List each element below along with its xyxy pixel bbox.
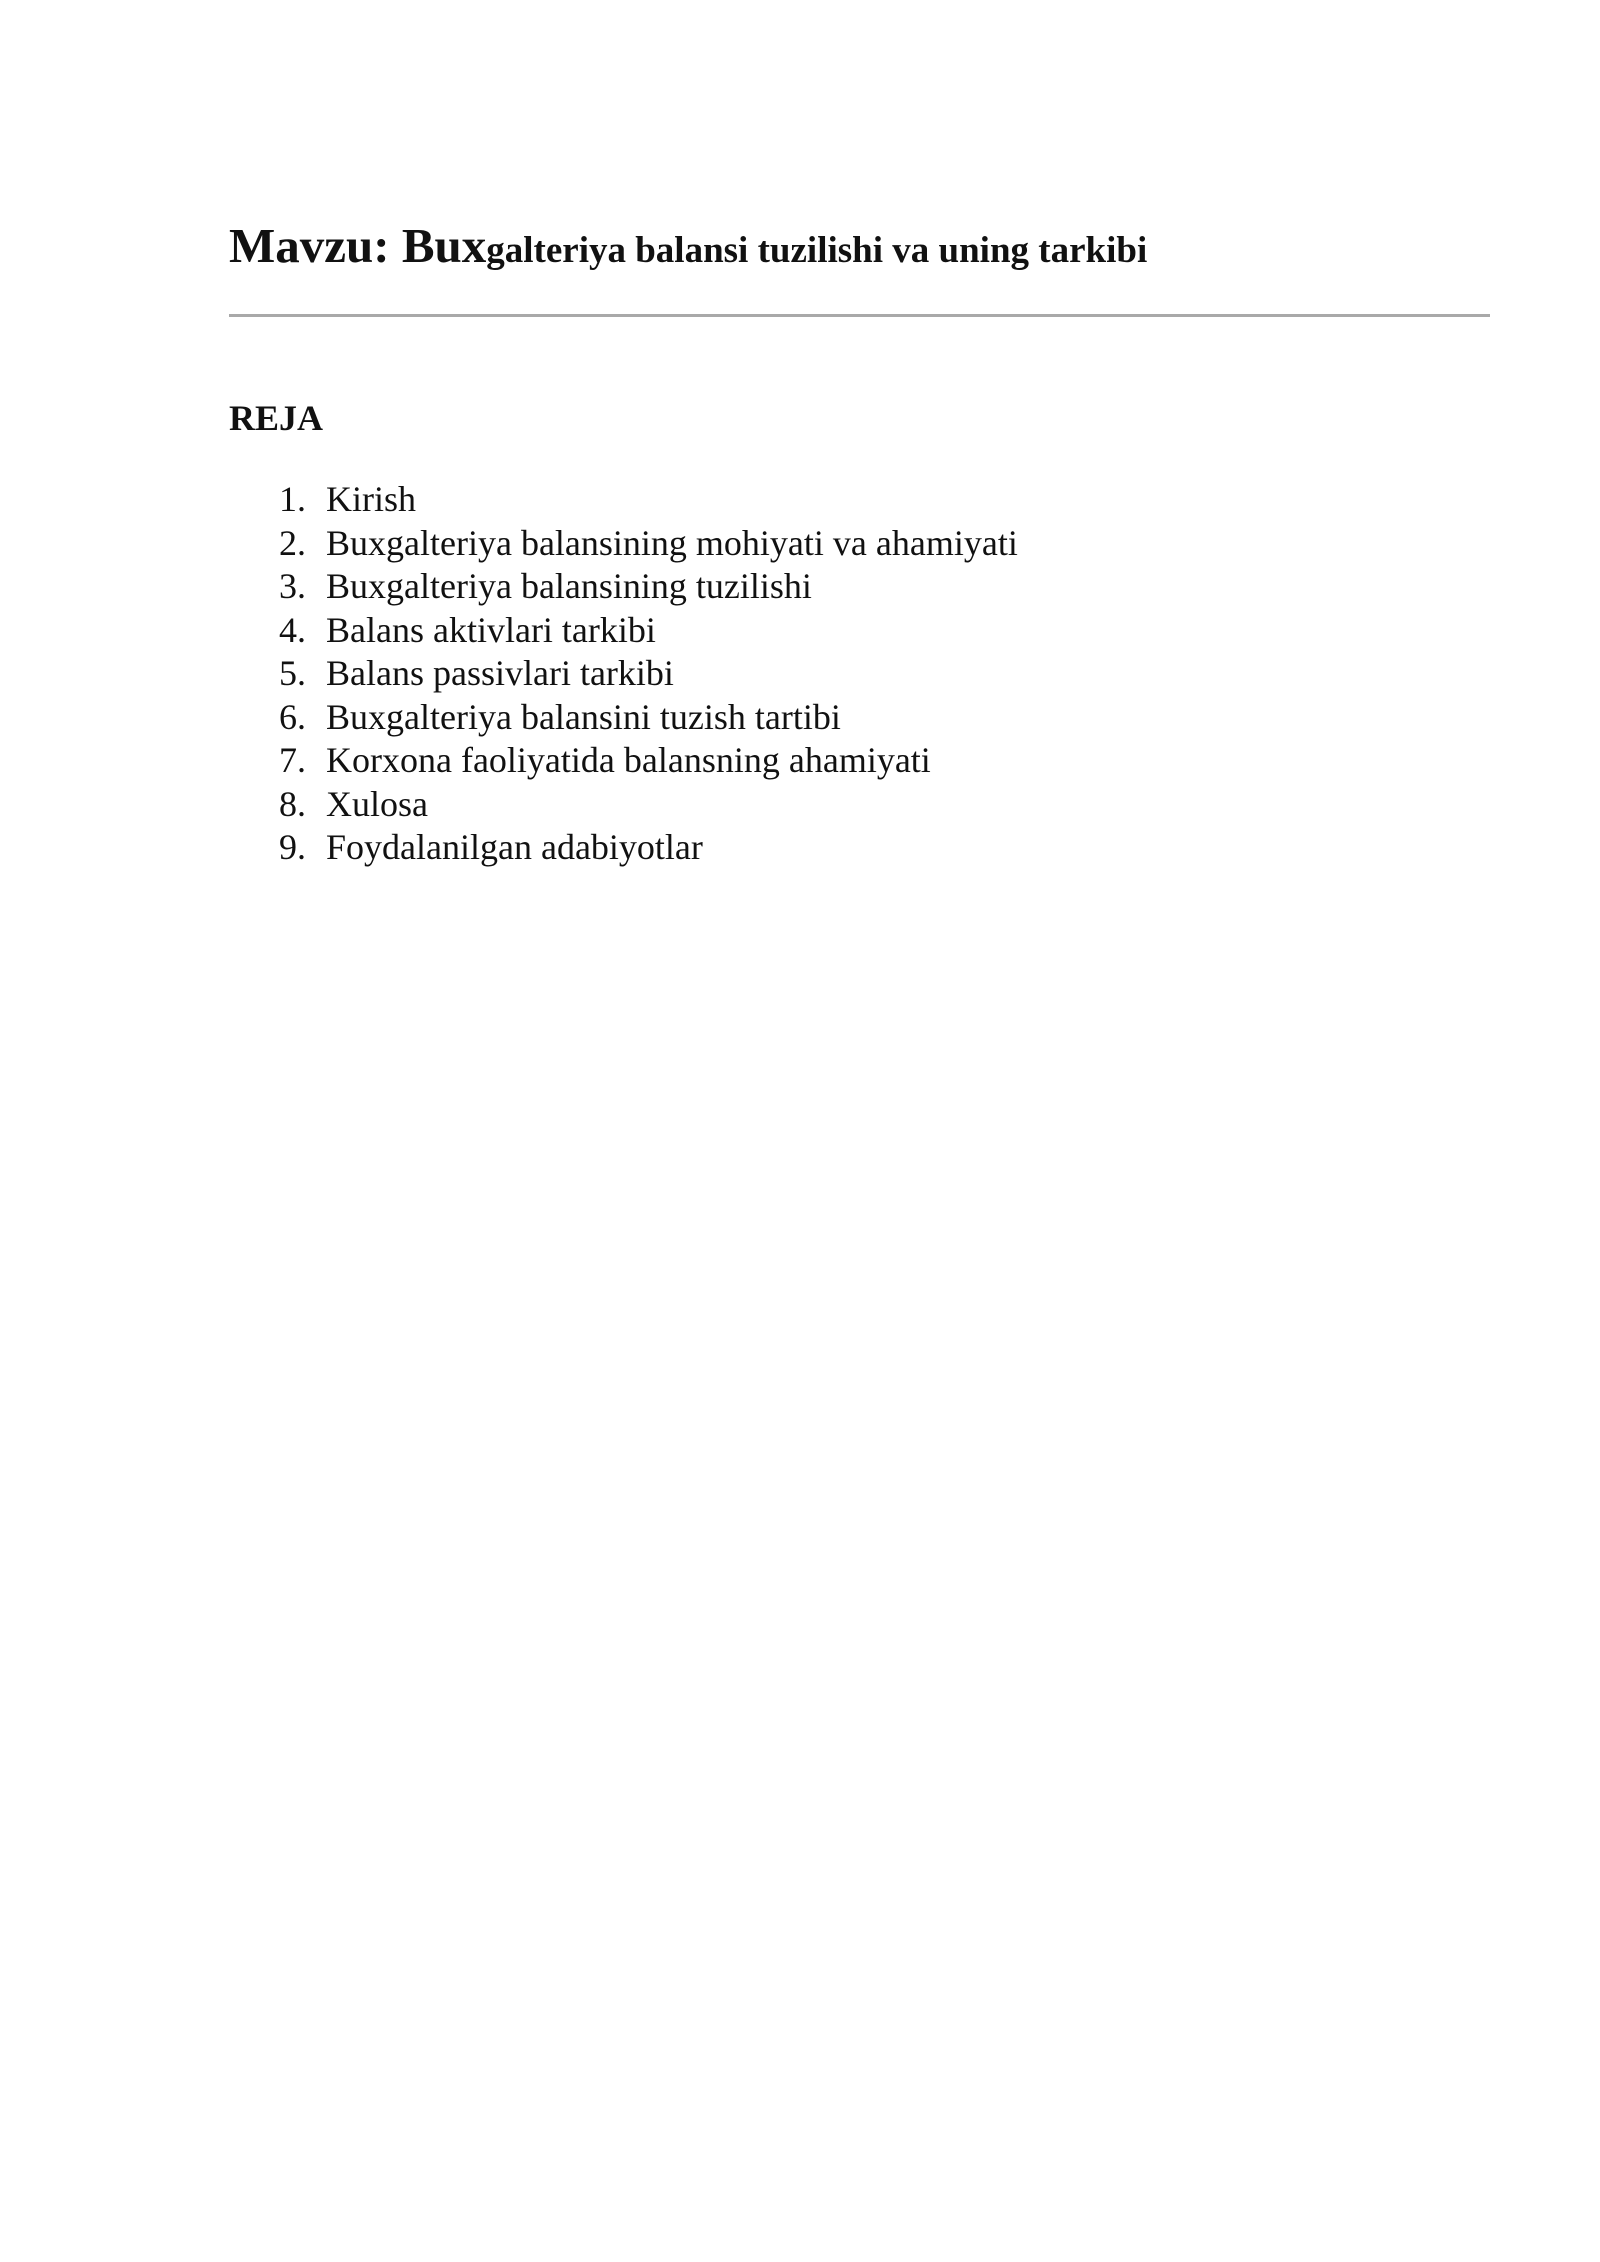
plan-item-number: 3. bbox=[279, 566, 306, 606]
plan-item-text: Balans passivlari tarkibi bbox=[326, 653, 674, 693]
plan-item-text: Buxgalteriya balansining tuzilishi bbox=[326, 566, 812, 606]
plan-item-number: 4. bbox=[279, 609, 306, 650]
plan-item-number: 5. bbox=[279, 653, 306, 693]
plan-item-text: Buxgalteriya balansining mohiyati va ahamiyati bbox=[326, 522, 1018, 563]
plan-item-number: 6. bbox=[279, 696, 306, 737]
plan-heading: REJA bbox=[229, 398, 324, 438]
plan-item-text: Buxgalteriya balansini tuzish tartibi bbox=[326, 696, 841, 737]
plan-item-text: Kirish bbox=[326, 479, 416, 519]
plan-item-text: Foydalanilgan adabiyotlar bbox=[326, 827, 703, 867]
title-part-small: galteriya balansi tuzilishi va uning tarkibi bbox=[486, 230, 1148, 271]
plan-item-text: Xulosa bbox=[326, 783, 428, 824]
plan-item-number: 1. bbox=[279, 479, 306, 519]
plan-item-number: 9. bbox=[279, 827, 306, 867]
plan-item-number: 7. bbox=[279, 740, 306, 780]
document-title bbox=[229, 218, 1148, 273]
title-divider bbox=[229, 314, 1490, 317]
title-part-large: Mavzu: Bux bbox=[229, 218, 487, 273]
plan-item-text: Korxona faoliyatida balansning ahamiyati bbox=[326, 740, 931, 780]
plan-item-number: 8. bbox=[279, 783, 306, 824]
plan-item-text: Balans aktivlari tarkibi bbox=[326, 609, 656, 650]
plan-item-number: 2. bbox=[279, 522, 306, 563]
